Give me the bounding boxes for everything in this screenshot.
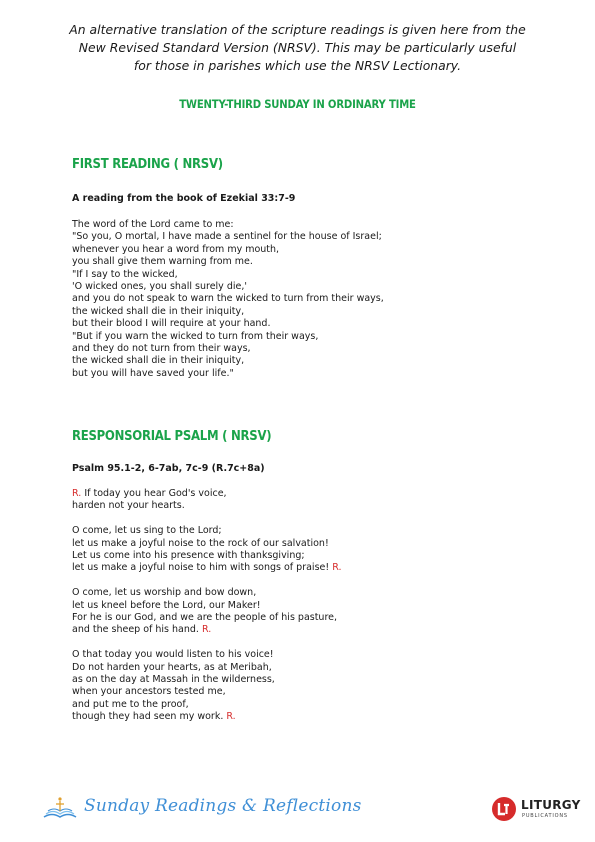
stanza-line: when your ancestors tested me,: [72, 686, 226, 698]
first-reading-heading: FIRST READING ( NRSV): [72, 157, 223, 172]
stanza-line: let us make a joyful noise to the rock of our salvation!: [72, 537, 329, 549]
stanza-line: O come, let us sing to the Lord;: [72, 525, 222, 537]
psalm-stanza: [72, 525, 342, 575]
stanza-line: Do not harden your hearts, as at Meribah,: [72, 661, 272, 673]
response-line: [72, 488, 342, 500]
reading-line: but their blood I will require at your hand.: [72, 318, 271, 330]
stanza-text: let us make a joyful noise to him with songs of praise!: [72, 562, 330, 574]
first-reading-text: [72, 219, 384, 380]
response-marker: R.: [201, 624, 212, 636]
first-reading-reference: A reading from the book of Ezekial 33:7-9: [72, 193, 296, 204]
open-book-icon: [40, 793, 80, 823]
footer-title: Sunday Readings & Reflections: [84, 796, 362, 816]
response-marker: R.: [226, 711, 236, 723]
psalm-stanza: [72, 587, 342, 637]
stanza-line: O that today you would listen to his voice!: [72, 649, 274, 661]
reading-line: 'O wicked ones, you shall surely die,': [72, 281, 247, 293]
sunday-title: TWENTY-THIRD SUNDAY IN ORDINARY TIME: [179, 98, 416, 111]
reading-line: you shall give them warning from me.: [72, 256, 253, 268]
stanza-text: though they had seen my work.: [72, 711, 224, 723]
reading-line: "If I say to the wicked,: [72, 268, 178, 280]
intro-line: New Revised Standard Version (NRSV). This may be particularly useful: [78, 40, 517, 55]
response-text: If today you hear God's voice,: [84, 488, 227, 499]
stanza-line: let us kneel before the Lord, our Maker!: [72, 599, 261, 611]
footer-brand: [40, 793, 362, 823]
psalm-text: [72, 488, 342, 736]
reading-line: the wicked shall die in their iniquity,: [72, 305, 245, 317]
stanza-line: [72, 711, 342, 723]
stanza-line: Let us come into his presence with thanksgiving;: [72, 550, 305, 562]
reading-line: "So you, O mortal, I have made a sentinel for the house of Israel;: [72, 231, 382, 243]
intro-line: for those in parishes which use the NRSV Lectionary.: [133, 58, 462, 73]
reading-line: whenever you hear a word from my mouth,: [72, 243, 280, 255]
stanza-line: [72, 624, 342, 636]
reading-line: but you will have saved your life.": [72, 367, 234, 379]
reading-line: The word of the Lord came to me:: [72, 219, 234, 230]
logo-subtitle: PUBLICATIONS: [522, 813, 568, 819]
stanza-line: O come, let us worship and bow down,: [72, 587, 257, 599]
stanza-line: [72, 562, 342, 574]
reading-line: and you do not speak to warn the wicked to turn from their ways,: [72, 293, 384, 305]
reading-line: "But if you warn the wicked to turn from their ways,: [72, 330, 319, 342]
logo-emblem-icon: [492, 797, 516, 821]
reading-line: and they do not turn from their ways,: [72, 343, 251, 355]
psalm-heading: RESPONSORIAL PSALM ( NRSV): [72, 429, 272, 444]
stanza-line: and put me to the proof,: [72, 698, 189, 710]
response-marker: R.: [332, 562, 342, 574]
intro-line: An alternative translation of the scripture readings is given here from the: [69, 22, 526, 37]
logo-name: LITURGY: [521, 798, 581, 812]
psalm-stanza: [72, 649, 342, 723]
psalm-reference: Psalm 95.1-2, 6-7ab, 7c-9 (R.7c+8a): [72, 463, 265, 474]
stanza-line: For he is our God, and we are the people of his pasture,: [72, 612, 338, 624]
stanza-text: and the sheep of his hand.: [72, 624, 199, 636]
intro-note: [55, 21, 540, 75]
liturgy-logo: [492, 797, 582, 825]
psalm-response: [72, 488, 342, 513]
stanza-line: as on the day at Massah in the wilderness,: [72, 674, 275, 686]
response-line: harden not your hearts.: [72, 500, 185, 512]
reading-line: the wicked shall die in their iniquity,: [72, 355, 245, 367]
response-marker: R.: [72, 488, 82, 499]
